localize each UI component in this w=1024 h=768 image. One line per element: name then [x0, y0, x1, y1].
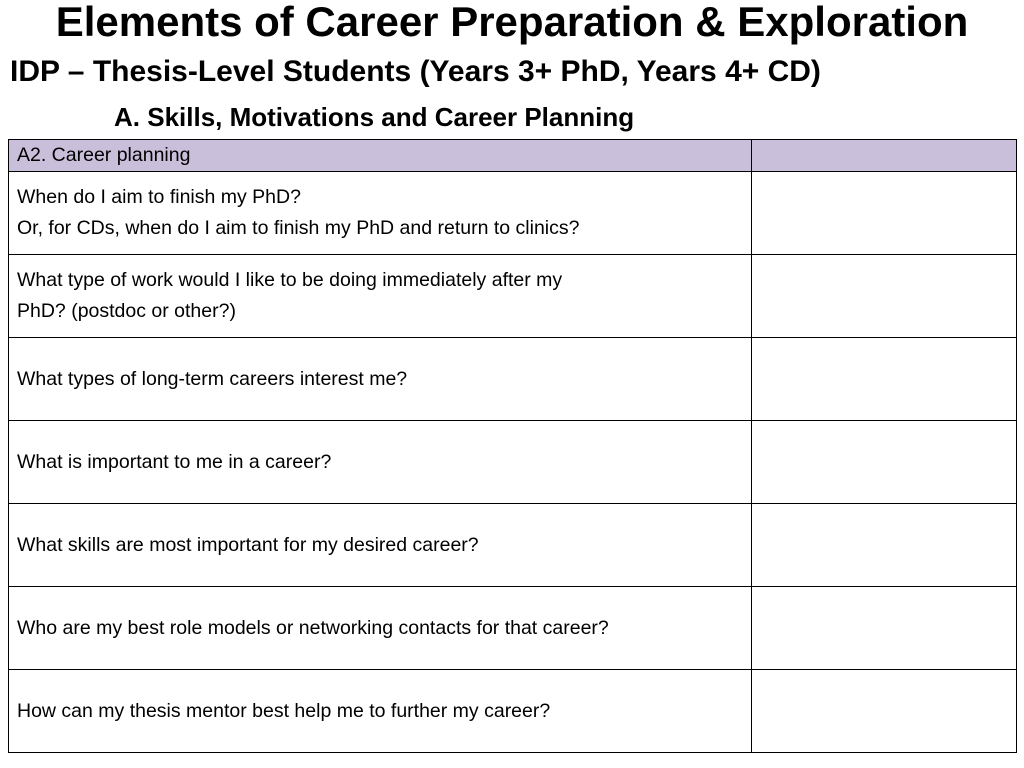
- table-header-answer: [752, 140, 1017, 172]
- table-header-label: A2. Career planning: [9, 140, 752, 172]
- table-row: [9, 421, 1017, 504]
- answer-cell[interactable]: [752, 255, 1017, 338]
- table-row: [9, 172, 1017, 255]
- question-cell: Who are my best role models or networking contacts for that career?: [9, 587, 752, 670]
- table-row: [9, 670, 1017, 753]
- question-cell: What types of long-term careers interest me?: [9, 338, 752, 421]
- career-planning-table: [8, 139, 1017, 753]
- question-cell: When do I aim to finish my PhD? Or, for CDs, when do I aim to finish my PhD and return to clinics?: [9, 172, 752, 255]
- table-row: [9, 255, 1017, 338]
- answer-cell[interactable]: [752, 504, 1017, 587]
- table-header-row: [9, 140, 1017, 172]
- answer-cell[interactable]: [752, 338, 1017, 421]
- answer-cell[interactable]: [752, 670, 1017, 753]
- page-subtitle: IDP – Thesis-Level Students (Years 3+ PhD, Years 4+ CD): [10, 55, 821, 88]
- table-row: [9, 587, 1017, 670]
- section-heading: A. Skills, Motivations and Career Planning: [114, 102, 635, 132]
- answer-cell[interactable]: [752, 172, 1017, 255]
- question-cell: How can my thesis mentor best help me to further my career?: [9, 670, 752, 753]
- table-row: [9, 504, 1017, 587]
- page-title: Elements of Career Preparation & Exploration: [55, 0, 969, 45]
- table-row: [9, 338, 1017, 421]
- question-cell: What skills are most important for my desired career?: [9, 504, 752, 587]
- question-cell: What type of work would I like to be doing immediately after my PhD? (postdoc or other?): [9, 255, 752, 338]
- answer-cell[interactable]: [752, 421, 1017, 504]
- answer-cell[interactable]: [752, 587, 1017, 670]
- question-cell: What is important to me in a career?: [9, 421, 752, 504]
